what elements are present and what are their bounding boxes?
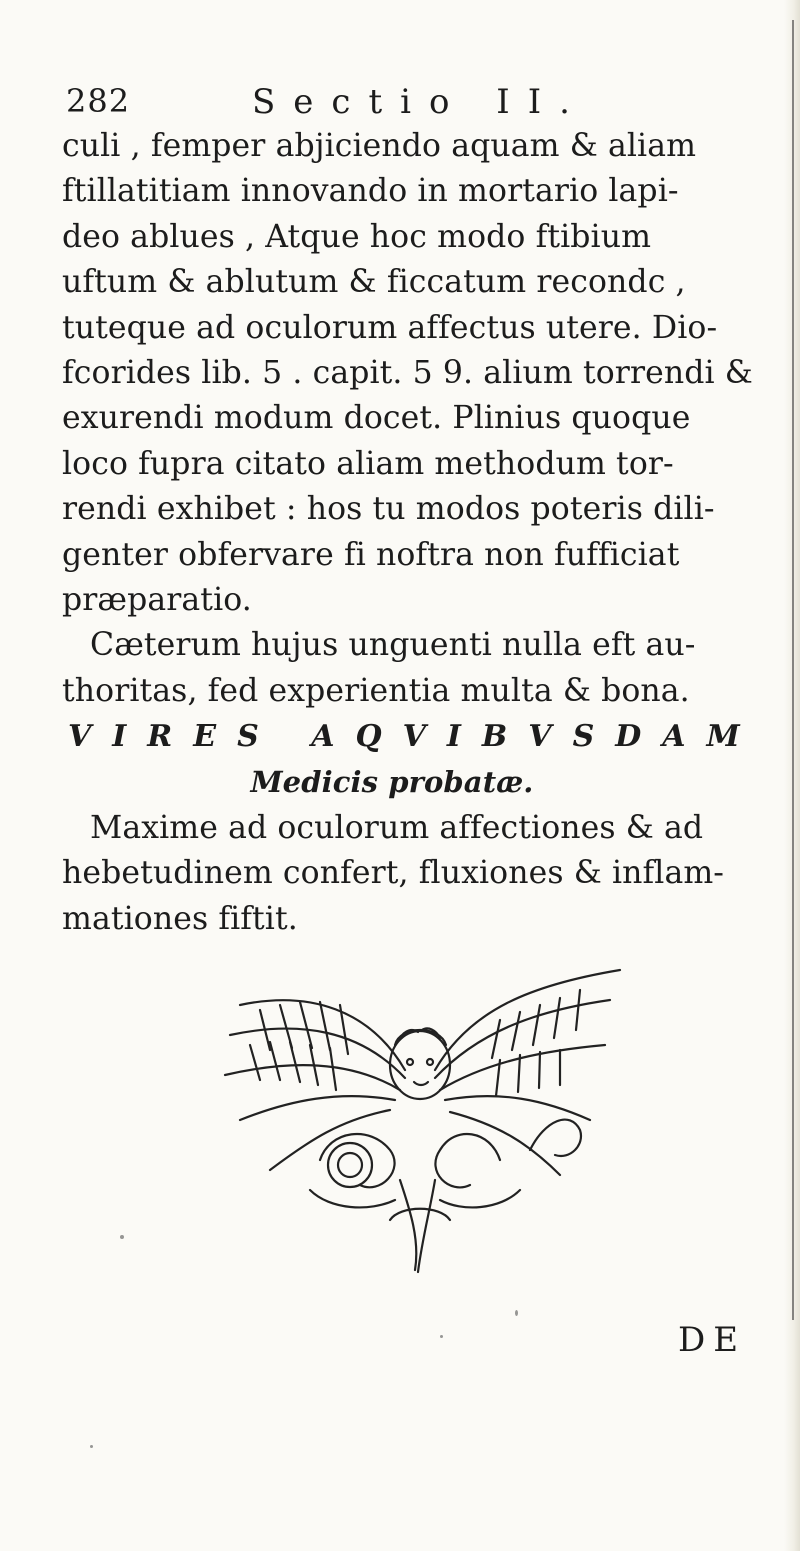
- section-subheading: Medicis probatæ.: [250, 765, 534, 800]
- section-heading: VIRES AQVIBVSDAM: [68, 719, 761, 755]
- ink-speck: [440, 1335, 443, 1338]
- ink-speck: [120, 1235, 124, 1239]
- body-text: [62, 124, 762, 942]
- text-line: Maxime ad oculorum affectiones & ad: [90, 810, 704, 847]
- text-line: hebetudinem confert, fluxiones & inflam-: [62, 855, 725, 892]
- text-line: exurendi modum docet. Plinius quoque: [62, 400, 691, 437]
- text-line: Cæterum hujus unguenti nulla eft au-: [90, 627, 696, 664]
- running-head: Sectio II.: [252, 82, 588, 122]
- page-header: [62, 80, 762, 124]
- text-line: thoritas, fed experientia multa & bona.: [62, 672, 690, 709]
- text-line: culi , femper abjiciendo aquam & aliam: [62, 128, 697, 164]
- ink-speck: [90, 1445, 93, 1448]
- text-line: præparatio.: [62, 581, 252, 618]
- ink-speck: [515, 1310, 518, 1316]
- text-line: genter obfervare fi noftra non fufficiat: [62, 536, 680, 573]
- text-line: fcorides lib. 5 . capit. 5 9. alium torrendi &: [62, 354, 753, 391]
- text-line: loco fupra citato aliam methodum tor-: [62, 445, 674, 482]
- catchword: DE: [678, 1320, 747, 1360]
- text-line: ftillatitiam innovando in mortario lapi-: [62, 173, 679, 210]
- text-line: mationes fiftit.: [62, 900, 298, 937]
- page-number: 282: [66, 82, 131, 120]
- page-edge-line: [792, 20, 794, 1320]
- text-line: rendi exhibet : hos tu modos poteris dili-: [62, 491, 715, 528]
- text-line: tuteque ad oculorum affectus utere. Dio-: [62, 309, 718, 346]
- cherub-woodcut-ornament: [200, 950, 630, 1280]
- text-line: uftum & ablutum & ficcatum recondc ,: [62, 264, 686, 301]
- text-line: deo ablues , Atque hoc modo ftibium: [62, 218, 652, 255]
